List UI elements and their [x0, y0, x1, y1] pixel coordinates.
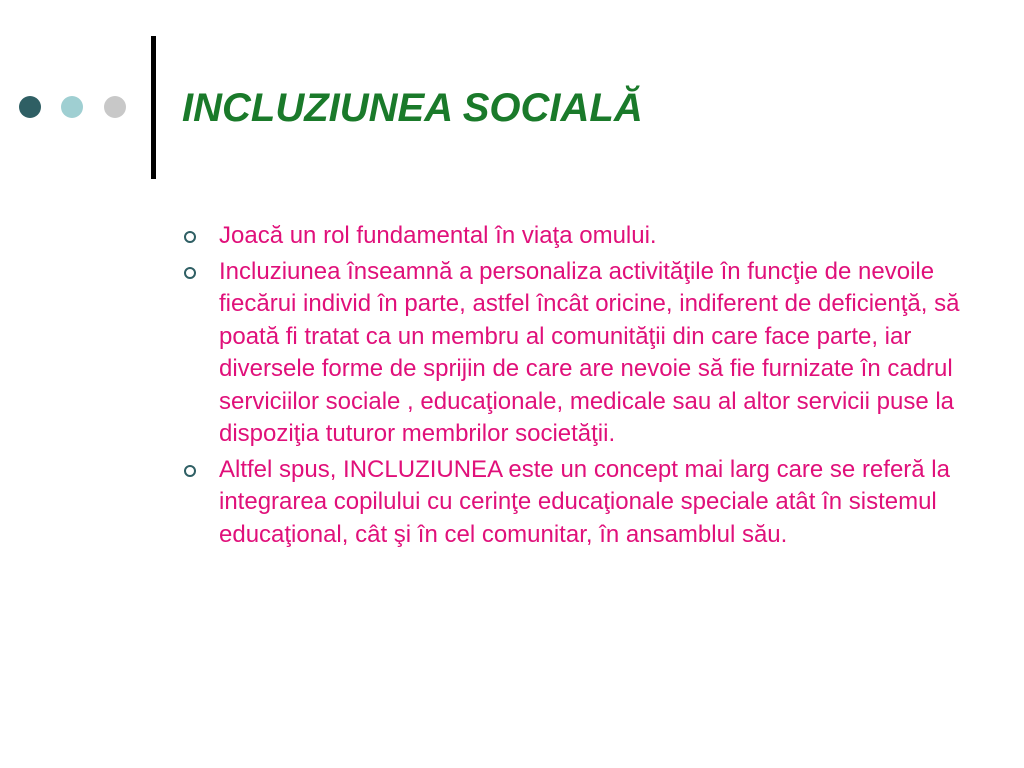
bullet-text: Incluziunea înseamnă a personaliza activităţile în funcţie de nevoile fiecărui individ în parte, astfel încât oricine, indiferent de deficienţă, să poată fi tratat ca un membru al comunităţii din care face parte, iar diversele forme de sprijin de care are nevoie să fie furnizate în cadrul serviciilor sociale , educaţionale, medicale sau al altor servicii puse la dispoziţia tuturor membrilor societăţii.	[219, 257, 960, 447]
bullet-item	[182, 220, 962, 253]
decor-dot-light	[61, 96, 83, 118]
bullet-circle-icon	[184, 267, 196, 279]
decor-dot-gray	[104, 96, 126, 118]
bullet-circle-icon	[184, 465, 196, 477]
slide-title: INCLUZIUNEA SOCIALĂ	[182, 86, 643, 130]
bullet-list	[182, 220, 962, 554]
bullet-item	[182, 256, 962, 451]
bullet-text: Altfel spus, INCLUZIUNEA este un concept mai larg care se referă la integrarea copilului cu cerinţe educaţionale speciale atât în sistemul educaţional, cât şi în cel comunitar, în ansamblul său.	[219, 455, 950, 548]
bullet-text: Joacă un rol fundamental în viaţa omului.	[219, 222, 657, 249]
decor-dot-dark	[19, 96, 41, 118]
title-divider-line	[151, 36, 156, 179]
bullet-circle-icon	[184, 231, 196, 243]
bullet-item	[182, 454, 962, 552]
